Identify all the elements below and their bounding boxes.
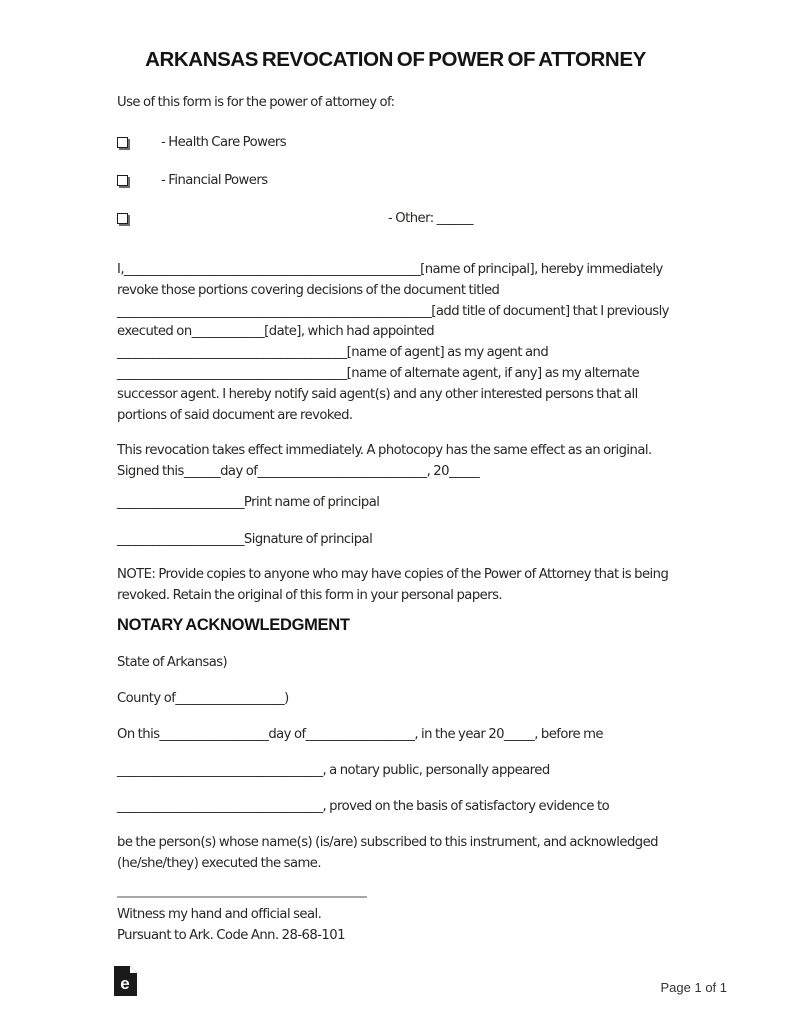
checkbox-icon[interactable] xyxy=(117,137,128,148)
notary-county-line: County of__________________) xyxy=(117,691,289,706)
eforms-logo-icon xyxy=(114,966,137,996)
checkbox-icon[interactable] xyxy=(117,213,128,224)
option-row-other[interactable] xyxy=(117,209,677,224)
svg-text:e: e xyxy=(120,974,130,993)
notary-acknowledgment-heading: NOTARY ACKNOWLEDGMENT xyxy=(117,616,350,634)
main-paragraph xyxy=(117,260,669,426)
seal-divider xyxy=(117,896,367,898)
main-paragraph-part1: I,_________________________________________________[name of principal], hereby immediately revoke those portions covering decisions of the document titled xyxy=(117,262,663,298)
effect-paragraph: This revocation takes effect immediately. A photocopy has the same effect as an original. Signed this______day of____________________________, 20_____ xyxy=(117,443,652,479)
notary-person-line: be the person(s) whose name(s) (is/are) subscribed to this instrument, and acknowledged (he/she/they) executed the same. xyxy=(117,835,658,871)
notary-public-line: __________________________________, a notary public, personally appeared xyxy=(117,763,550,778)
intro-text: Use of this form is for the power of attorney of: xyxy=(117,95,395,110)
notary-date-line: On this__________________day of__________________, in the year 20_____, before me xyxy=(117,727,603,742)
witness-line-1: Witness my hand and official seal. xyxy=(117,907,322,922)
option-label-financial: - Financial Powers xyxy=(161,173,268,188)
option-row-health-care[interactable] xyxy=(117,133,677,154)
witness-line-2: Pursuant to Ark. Code Ann. 28-68-101 xyxy=(117,927,345,943)
page-title: ARKANSAS REVOCATION OF POWER OF ATTORNEY xyxy=(145,48,646,71)
notary-proved-line: __________________________________, proved on the basis of satisfactory evidence to xyxy=(117,799,610,814)
note-paragraph: NOTE: Provide copies to anyone who may have copies of the Power of Attorney that is being revoked. Retain the original of this form in your personal papers. xyxy=(117,567,669,603)
witness-block xyxy=(117,905,669,947)
notary-state-line: State of Arkansas) xyxy=(117,655,228,670)
main-paragraph-part2: ____________________________________________________[add title of document] that I previously executed on____________[date], which had appointed ______________________________________[name of agent] as my agent and ______________________________________[name of alternate agent, if any] as my alternate successor agent. I hereby notify said agent(s) and any other interested persons that all portions of said document are revoked. xyxy=(117,303,669,423)
signature-line: _____________________Signature of principal xyxy=(117,532,373,547)
checkbox-icon[interactable] xyxy=(117,175,128,186)
print-name-line: _____________________Print name of principal xyxy=(117,495,380,510)
page-number: Page 1 of 1 xyxy=(660,980,727,995)
option-label-health-care: - Health Care Powers xyxy=(161,135,287,150)
option-row-financial[interactable] xyxy=(117,171,677,192)
option-label-other: - Other: ______ xyxy=(388,211,473,226)
